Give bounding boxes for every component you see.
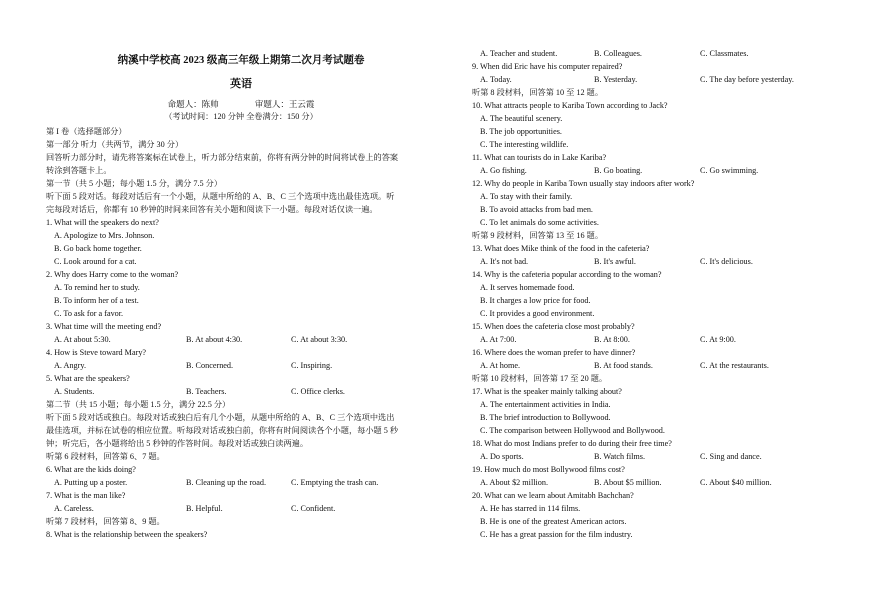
option: A. Students. — [54, 387, 95, 396]
question-16: 16. Where does the woman prefer to have dinner? — [472, 348, 636, 357]
option: B. To inform her of a test. — [54, 296, 139, 305]
reviewer: 审题人：王云霞 — [254, 99, 315, 109]
option: C. At 9:00. — [700, 335, 736, 344]
option: A. Putting up a poster. — [54, 478, 128, 487]
question-15: 15. When does the cafeteria close most probably? — [472, 322, 635, 331]
option: A. At about 5:30. — [54, 335, 111, 344]
question-5: 5. What are the speakers? — [46, 374, 130, 383]
option: B. At 8:00. — [594, 335, 630, 344]
options-row — [472, 476, 842, 489]
material-note: 听第 8 段材料，回答第 10 至 12 题。 — [472, 88, 604, 97]
option: B. About $5 million. — [594, 478, 662, 487]
option: B. At food stands. — [594, 361, 653, 370]
question-12: 12. Why do people in Kariba Town usually stay indoors after work? — [472, 179, 695, 188]
subsection-heading: 第一节（共 5 小题；每小题 1.5 分，满分 7.5 分） — [46, 179, 223, 188]
exam-title: 纳溪中学校高 2023 级高三年级上期第二次月考试题卷 — [117, 55, 365, 66]
instruction-text: 完每段对话后，你都有 10 秒钟的时间来回答有关小题和阅读下一小题。每段对话仅读一遍。 — [46, 205, 378, 214]
option: C. It's delicious. — [700, 257, 753, 266]
option: C. At about 3:30. — [291, 335, 348, 344]
option: A. The entertainment activities in India. — [480, 400, 611, 409]
option: B. The brief introduction to Bollywood. — [480, 413, 611, 422]
question-2: 2. Why does Harry come to the woman? — [46, 270, 179, 279]
question-11: 11. What can tourists do in Lake Kariba? — [472, 153, 607, 162]
option: B. Yesterday. — [594, 75, 638, 84]
option: C. Look around for a cat. — [54, 257, 137, 266]
question-14: 14. Why is the cafeteria popular according to the woman? — [472, 270, 662, 279]
options-row — [46, 333, 446, 346]
option: A. At 7:00. — [480, 335, 517, 344]
options-row — [46, 385, 446, 398]
option: A. Do sports. — [480, 452, 524, 461]
option: C. About $40 million. — [700, 478, 772, 487]
option: A. About $2 million. — [480, 478, 549, 487]
options-row — [472, 47, 842, 60]
instruction-text: 最佳选项，并标在试卷的相应位置。听每段对话或独白前，你将有时间阅读各个小题，每小题 5 秒 — [46, 426, 399, 435]
option: C. The day before yesterday. — [700, 75, 794, 84]
option: B. Concerned. — [186, 361, 234, 370]
section-heading: 第 I 卷（选择题部分） — [46, 127, 127, 136]
option: A. Go fishing. — [480, 166, 527, 175]
option: C. At the restaurants. — [700, 361, 769, 370]
instruction-text: 钟；听完后，各小题将给出 5 秒钟的作答时间。每段对话或独白读两遍。 — [46, 439, 309, 448]
exam-time-info: （考试时间：120 分钟 全卷满分：150 分） — [164, 112, 318, 121]
option: B. Colleagues. — [594, 49, 642, 58]
option: A. Careless. — [54, 504, 94, 513]
material-note: 听第 7 段材料，回答第 8、9 题。 — [46, 517, 165, 526]
option: A. Teacher and student. — [480, 49, 558, 58]
instruction-text: 转涂到答题卡上。 — [46, 166, 112, 175]
option: B. Cleaning up the road. — [186, 478, 267, 487]
option: A. Apologize to Mrs. Johnson. — [54, 231, 155, 240]
question-20: 20. What can we learn about Amitabh Bachchan? — [472, 491, 634, 500]
right-body — [472, 47, 842, 541]
question-19: 19. How much do most Bollywood films cost? — [472, 465, 625, 474]
option: B. Watch films. — [594, 452, 646, 461]
instruction-text: 回答听力部分时，请先将答案标在试卷上，听力部分结束前，你将有两分钟的时间将试卷上的答案 — [46, 153, 399, 162]
option: A. Angry. — [54, 361, 86, 370]
question-8: 8. What is the relationship between the speakers? — [46, 530, 208, 539]
options-row — [46, 502, 446, 515]
option: B. It's awful. — [594, 257, 636, 266]
option: A. To remind her to study. — [54, 283, 140, 292]
option: B. Go back home together. — [54, 244, 142, 253]
option: C. The interesting wildlife. — [480, 140, 569, 149]
option: C. The comparison between Hollywood and Bollywood. — [480, 426, 665, 435]
option: C. Inspiring. — [291, 361, 333, 370]
option: C. It provides a good environment. — [480, 309, 595, 318]
instruction-text: 听下面 5 段对话。每段对话后有一个小题，从题中所给的 A、B、C 三个选项中选出最佳选项。听 — [46, 192, 395, 201]
option: B. Teachers. — [186, 387, 227, 396]
question-9: 9. When did Eric have his computer repaired? — [472, 62, 623, 71]
left-body — [46, 125, 446, 541]
material-note: 听第 9 段材料，回答第 13 至 16 题。 — [472, 231, 604, 240]
material-note: 听第 6 段材料，回答第 6、7 题。 — [46, 452, 165, 461]
option: A. To stay with their family. — [480, 192, 573, 201]
instruction-text: 听下面 5 段对话或独白。每段对话或独白后有几个小题，从题中所给的 A、B、C 三个选项中选出 — [46, 413, 395, 422]
question-6: 6. What are the kids doing? — [46, 465, 136, 474]
option: C. He has a great passion for the film industry. — [480, 530, 633, 539]
option: C. Sing and dance. — [700, 452, 762, 461]
question-18: 18. What do most Indians prefer to do during their free time? — [472, 439, 672, 448]
question-10: 10. What attracts people to Kariba Town according to Jack? — [472, 101, 668, 110]
options-row — [472, 164, 842, 177]
question-setter: 命题人：陈帅 — [167, 99, 219, 109]
option: C. Classmates. — [700, 49, 749, 58]
question-3: 3. What time will the meeting end? — [46, 322, 162, 331]
options-row — [472, 73, 842, 86]
subject-heading: 英语 — [230, 78, 252, 90]
option: B. At about 4:30. — [186, 335, 243, 344]
option: C. To let animals do some activities. — [480, 218, 599, 227]
option: A. It serves homemade food. — [480, 283, 575, 292]
question-7: 7. What is the man like? — [46, 491, 126, 500]
options-row — [46, 476, 446, 489]
question-17: 17. What is the speaker mainly talking about? — [472, 387, 622, 396]
option: C. Office clerks. — [291, 387, 345, 396]
option: A. It's not bad. — [480, 257, 529, 266]
option: A. At home. — [480, 361, 521, 370]
question-4: 4. How is Steve toward Mary? — [46, 348, 147, 357]
option: C. Confident. — [291, 504, 336, 513]
options-row — [472, 359, 842, 372]
options-row — [46, 359, 446, 372]
option: A. The beautiful scenery. — [480, 114, 563, 123]
options-row — [472, 333, 842, 346]
question-1: 1. What will the speakers do next? — [46, 218, 159, 227]
option: C. To ask for a favor. — [54, 309, 124, 318]
question-13: 13. What does Mike think of the food in the cafeteria? — [472, 244, 650, 253]
option: B. Helpful. — [186, 504, 223, 513]
options-row — [472, 255, 842, 268]
option: B. To avoid attacks from bad men. — [480, 205, 593, 214]
part-heading: 第一部分 听力（共两节，满分 30 分） — [46, 140, 184, 149]
subsection-heading: 第二节（共 15 小题；每小题 1.5 分，满分 22.5 分） — [46, 400, 231, 409]
option: A. Today. — [480, 75, 512, 84]
option: B. It charges a low price for food. — [480, 296, 591, 305]
option: C. Go swimming. — [700, 166, 759, 175]
option: B. Go boating. — [594, 166, 643, 175]
option: B. He is one of the greatest American actors. — [480, 517, 627, 526]
option: C. Emptying the trash can. — [291, 478, 379, 487]
option: B. The job opportunities. — [480, 127, 562, 136]
options-row — [472, 450, 842, 463]
material-note: 听第 10 段材料，回答第 17 至 20 题。 — [472, 374, 608, 383]
option: A. He has starred in 114 films. — [480, 504, 581, 513]
